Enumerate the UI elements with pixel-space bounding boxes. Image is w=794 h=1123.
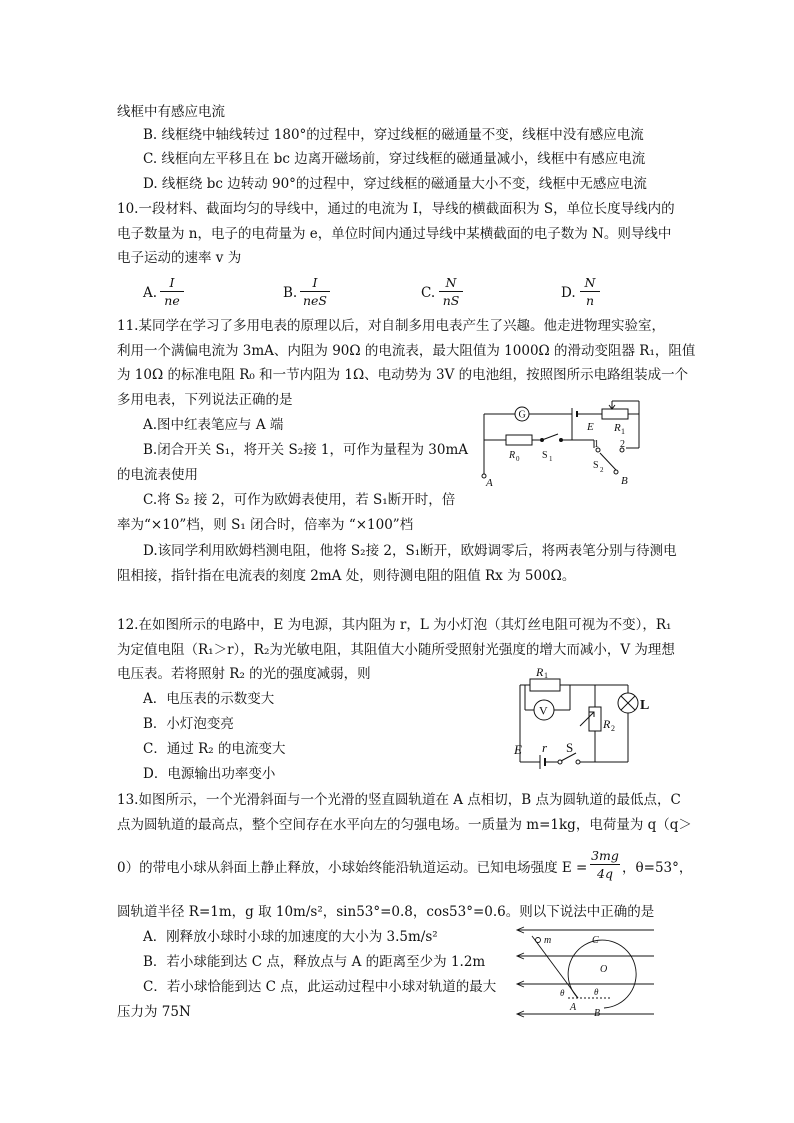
q12-stem-line3: 电压表。若将照射 R₂ 的光的强度减弱，则 <box>117 666 371 682</box>
q10-option-a-label: A. <box>143 285 158 301</box>
q10-option-d-fraction <box>580 275 600 308</box>
q11-label-1: 1 <box>594 439 599 450</box>
q13-label-theta2: θ <box>594 987 599 997</box>
q13-label-theta1: θ <box>560 988 565 998</box>
electric-field-lines <box>517 927 654 1017</box>
q13-label-b: B <box>594 1008 601 1019</box>
q12-option-a: A．电压表的示数变大 <box>143 691 275 707</box>
q10-a-denominator: ne <box>164 293 180 308</box>
q13-label-m: m <box>544 935 552 946</box>
q11-option-d-line1: D.该同学利用欧姆档测电阻，他将 S₂接 2，S₁断开，欧姆调零后，将两表笔分别与待测电 <box>143 543 677 559</box>
q10-d-numerator: N <box>584 275 596 290</box>
q12-label-s: S <box>566 740 574 755</box>
q12-label-e: E <box>514 742 522 757</box>
q11-label-r1: R <box>614 422 621 434</box>
q11-option-b-line1: B.闭合开关 S₁，将开关 S₂接 1，可作为量程为 30mA <box>143 442 469 458</box>
q11-label-e: E <box>587 421 594 433</box>
q10-stem-line3: 电子运动的速率 v 为 <box>117 250 242 266</box>
q12-stem-line2: 为定值电阻（R₁＞r），R₂为光敏电阻，其阻值大小随所受照射光强度的增大而减小，V 为理想 <box>117 642 675 658</box>
q11-option-c-line1: C.将 S₂ 接 2，可作为欧姆表使用，若 S₁断开时，倍 <box>143 492 456 508</box>
q11-label-2: 2 <box>620 439 625 450</box>
q9-option-d: D. 线框绕 bc 边转动 90°的过程中，穿过线框的磁通量大小不变，线框中无感应电流 <box>143 176 647 192</box>
q11-label-s1: S <box>542 450 548 461</box>
q13-stem-line3b: ，θ=53°， <box>622 860 693 876</box>
q10-option-b-label: B. <box>283 285 298 301</box>
q11-label-r1-sub: 1 <box>621 427 625 436</box>
q13-stem-line3a: 0）的带电小球从斜面上静止释放，小球始终能沿轨道运动。已知电场强度 E = <box>117 860 588 876</box>
q12-option-b: B．小灯泡变亮 <box>143 716 234 732</box>
q10-b-denominator: neS <box>302 293 327 308</box>
q10-c-denominator: nS <box>442 293 460 308</box>
q12-option-d: D．电源输出功率变小 <box>143 766 276 782</box>
q12-label-r1-sub: 1 <box>544 671 548 680</box>
q10-b-numerator: I <box>312 275 318 290</box>
q10-c-numerator: N <box>445 275 457 290</box>
q11-option-a: A.图中红表笔应与 A 端 <box>143 417 284 433</box>
q13-field-fraction <box>590 848 620 881</box>
q12-circuit-diagram <box>500 660 660 772</box>
q13-option-a: A．刚释放小球时小球的加速度的大小为 3.5m/s² <box>143 929 438 945</box>
q10-a-numerator: I <box>169 275 175 290</box>
q11-stem-line4: 多用电表，下列说法正确的是 <box>117 392 293 408</box>
q11-resistor-r0 <box>506 435 532 445</box>
q11-label-s2: S <box>593 460 599 471</box>
q12-label-r2-sub: 2 <box>611 724 615 733</box>
q12-label-r: r <box>542 740 548 755</box>
q12-stem-line1: 12.在如图所示的电路中，E 为电源，其内阻为 r，L 为小灯泡（其灯丝电阻可视为不变），R₁ <box>117 617 672 633</box>
q12-label-r2: R <box>603 717 611 731</box>
q10-option-c-label: C. <box>421 285 436 301</box>
q13-field-numerator: 3mg <box>591 848 619 863</box>
q13-option-c-line1: C．若小球恰能到达 C 点，此运动过程中小球对轨道的最大 <box>143 979 497 995</box>
q11-resistor-r1 <box>602 409 628 419</box>
q11-label-b: B <box>621 475 628 487</box>
q13-stem-line4: 圆轨道半径 R=1m，g 取 10m/s²，sin53°=0.8，cos53°=0.6。则以下说法中正确的是 <box>117 904 655 920</box>
q11-stem-line1: 11.某同学在学习了多用电表的原理以后，对自制多用电表产生了兴趣。他走进物理实验室， <box>117 318 665 334</box>
q11-option-c-line2: 率为“×10”档，则 S₁ 闭合时，倍率为 “×100”档 <box>117 517 414 533</box>
q10-option-b-fraction <box>300 275 330 308</box>
q10-option-a-fraction <box>160 275 184 308</box>
q10-stem-line1: 10.一段材料、截面均匀的导线中，通过的电流为 I，导线的横截面积为 S，单位长度导线内的 <box>117 201 675 217</box>
q11-option-b-line2: 的电流表使用 <box>117 467 198 483</box>
q11-label-s1-sub: 1 <box>549 455 553 463</box>
q12-option-c: C．通过 R₂ 的电流变大 <box>143 741 286 757</box>
q10-d-denominator: n <box>585 293 595 308</box>
q11-circuit-diagram <box>476 400 660 490</box>
q13-track-diagram <box>512 924 660 1022</box>
q11-option-d-line2: 阻相接，指针指在电流表的刻度 2mA 处，则待测电阻的阻值 Rx 为 500Ω。 <box>117 568 576 584</box>
q11-label-g: G <box>518 409 526 421</box>
q11-stem-line2: 利用一个满偏电流为 3mA、内阻为 90Ω 的电流表，最大阻值为 1000Ω 的滑动变阻器 R₁，阻值 <box>117 343 696 359</box>
q13-option-c-line2: 压力为 75N <box>117 1004 191 1020</box>
q12-resistor-r2 <box>589 707 601 731</box>
q11-label-s2-sub: 2 <box>600 466 604 474</box>
q10-option-c-fraction <box>439 275 463 308</box>
q13-label-c: C <box>592 935 599 946</box>
q11-label-r0: R <box>509 450 516 461</box>
q10-option-d-label: D. <box>561 285 576 301</box>
q9-option-c: C. 线框向左平移且在 bc 边离开磁场前，穿过线框的磁通量减小，线框中有感应电流 <box>143 151 646 167</box>
q10-stem-line2: 电子数量为 n，电子的电荷量为 e，单位时间内通过导线中某横截面的电子数为 N。则导线中 <box>117 226 672 242</box>
q9-continuation: 线框中有感应电流 <box>117 104 225 120</box>
switch-s1 <box>542 434 558 440</box>
q12-label-r1: R <box>536 665 544 679</box>
q13-label-a: A <box>570 1002 577 1013</box>
q11-stem-line3: 为 10Ω 的标准电阻 R₀ 和一节内阻为 1Ω、电动势为 3V 的电池组，按照图所示电路组装成一个 <box>117 367 689 383</box>
q12-label-l: L <box>640 698 650 713</box>
q11-label-a: A <box>486 477 493 489</box>
q12-resistor-r1 <box>530 679 560 691</box>
q13-option-b: B．若小球能到达 C 点，释放点与 A 的距离至少为 1.2m <box>143 954 486 970</box>
q11-label-r0-sub: 0 <box>516 455 520 463</box>
q13-label-o: O <box>600 964 608 975</box>
q13-stem-line2: 点为圆轨道的最高点，整个空间存在水平向左的匀强电场。一质量为 m=1kg，电荷量为 q（q＞ <box>117 817 692 833</box>
q13-stem-line1: 13.如图所示，一个光滑斜面与一个光滑的竖直圆轨道在 A 点相切，B 点为圆轨道的最低点，C <box>117 792 681 808</box>
light-arrow <box>580 712 594 726</box>
q9-option-b: B. 线框绕中轴线转过 180°的过程中，穿过线框的磁通量不变，线框中没有感应电流 <box>143 127 644 143</box>
charged-ball <box>536 938 541 943</box>
q12-label-v: V <box>539 703 548 718</box>
q13-field-denominator: 4q <box>597 866 613 881</box>
